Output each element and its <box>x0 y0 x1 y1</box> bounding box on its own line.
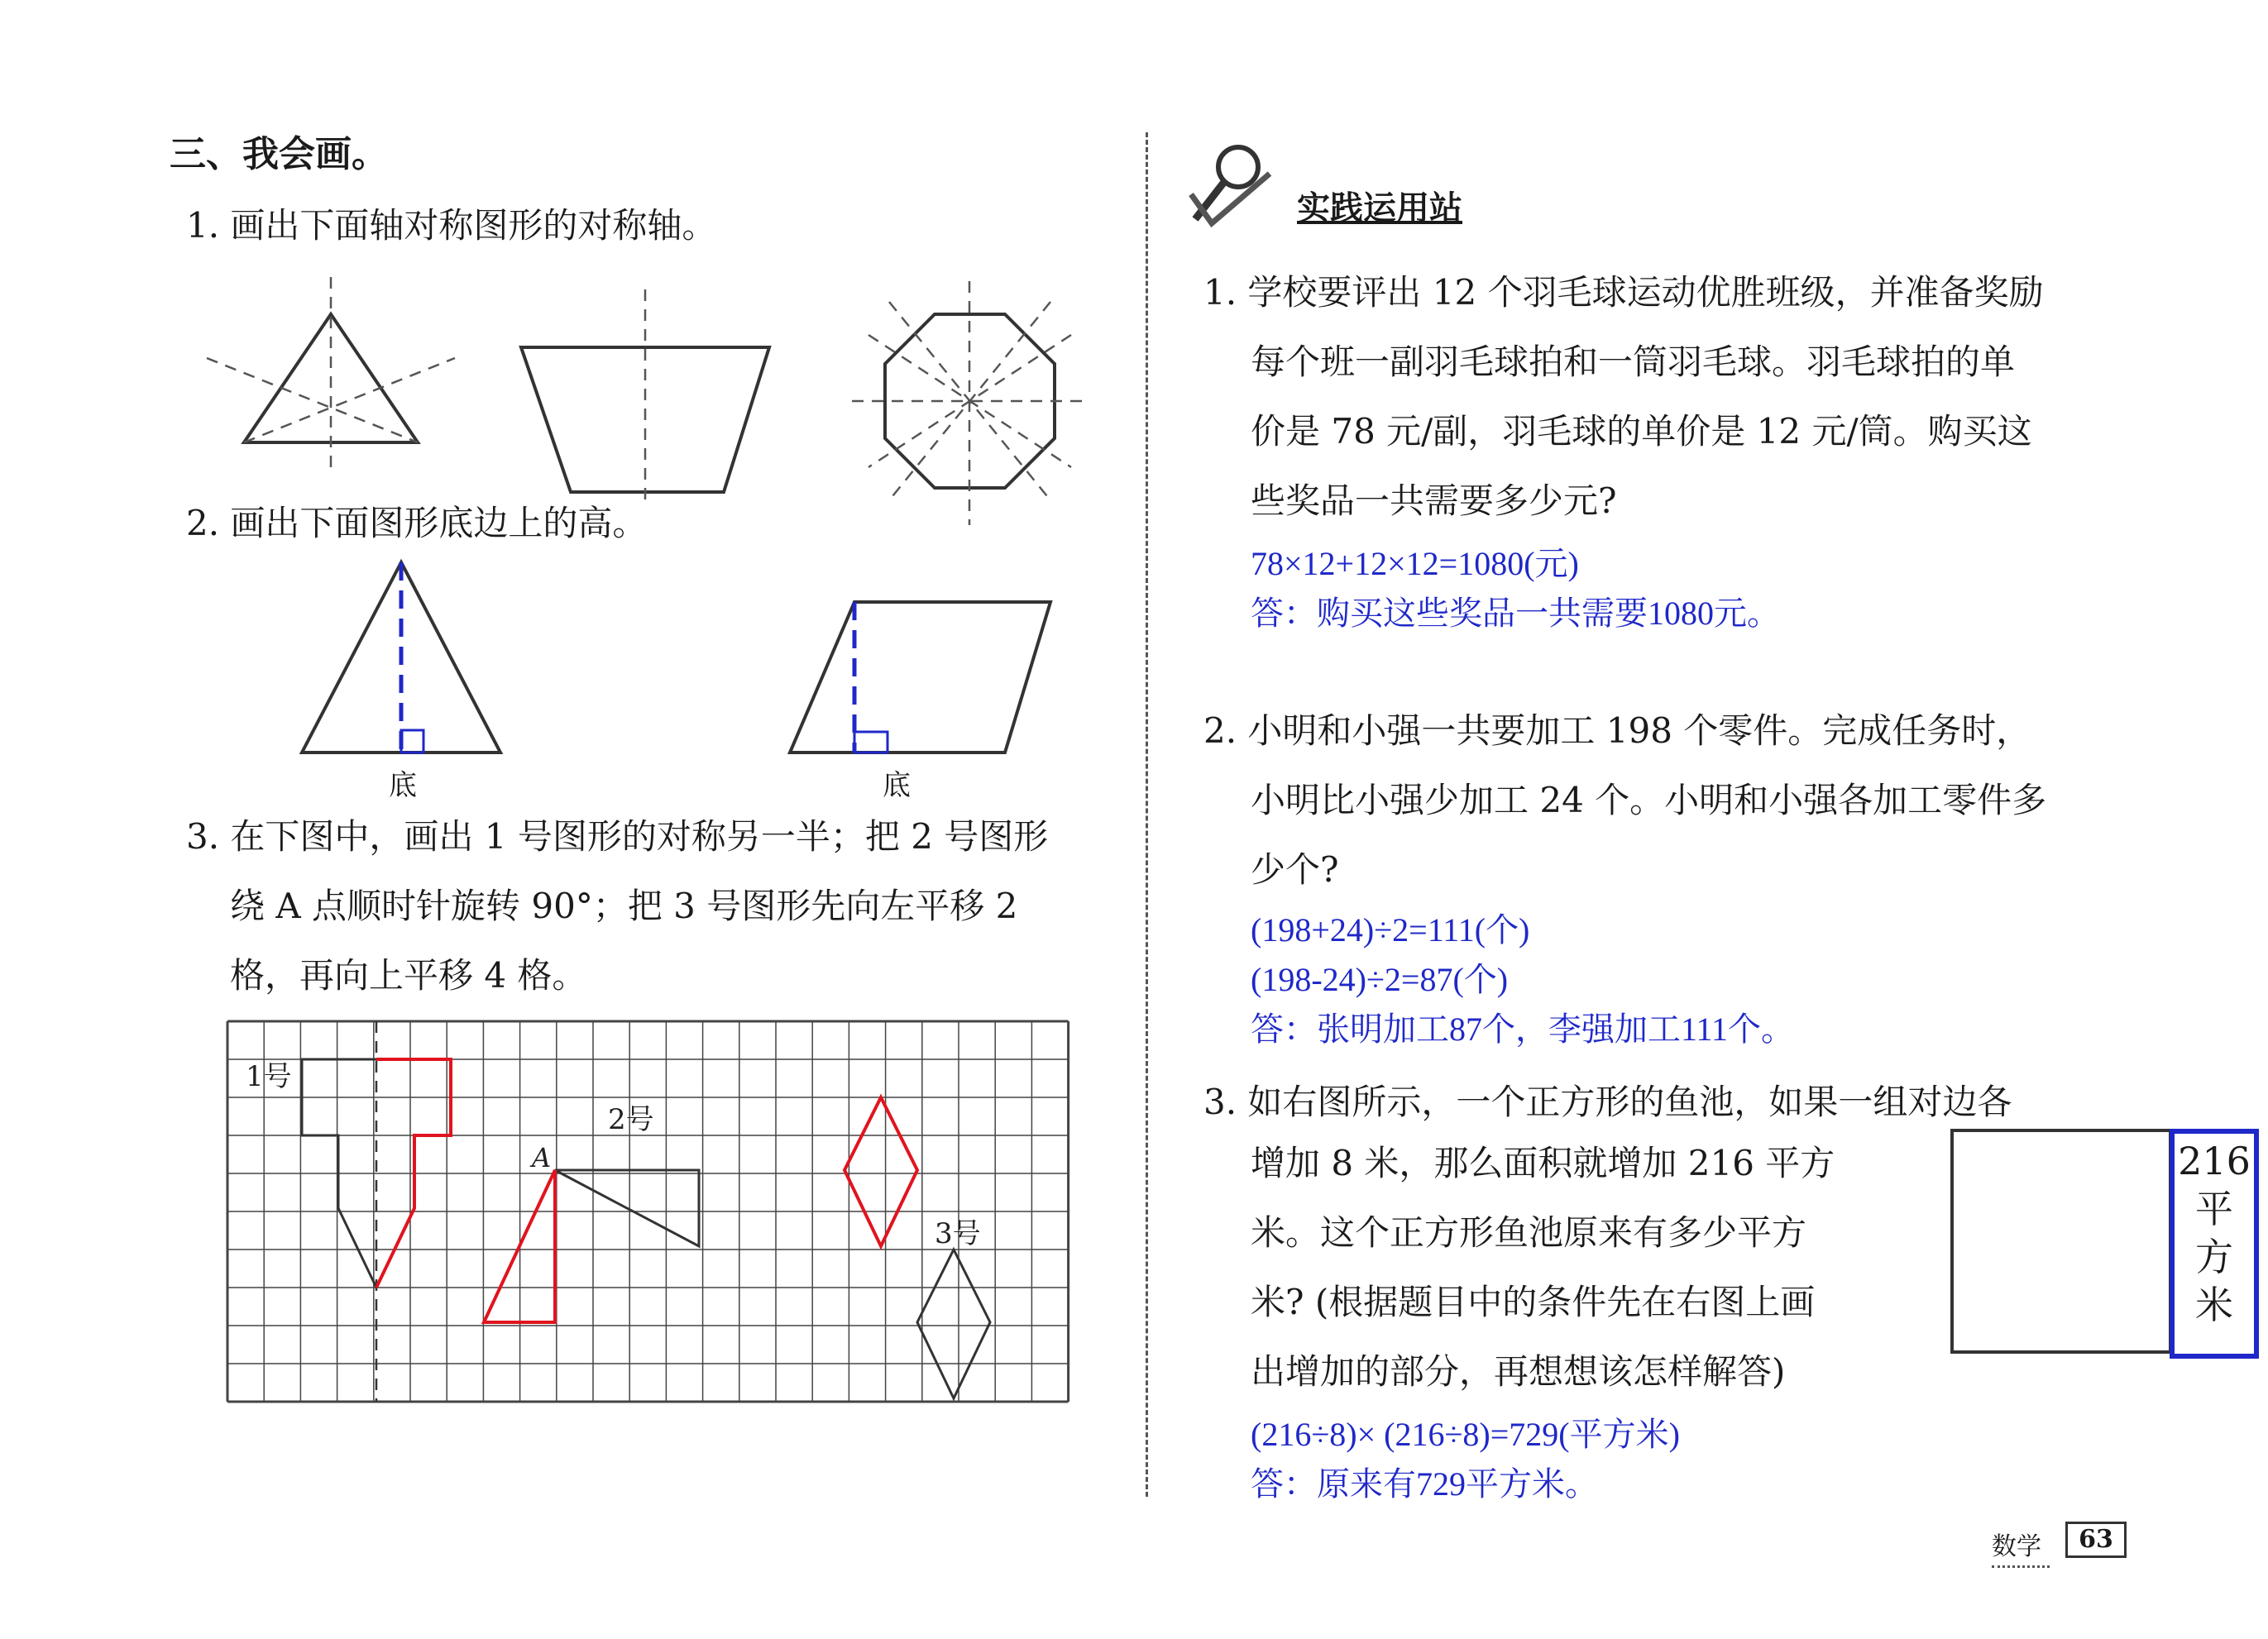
problem-2 <box>1203 696 2046 905</box>
p3-line-3: 米。这个正方形鱼池原来有多少平方 <box>1251 1212 1807 1253</box>
problem-3 <box>1251 1129 1835 1407</box>
grid-lines <box>227 1021 1069 1402</box>
base-label-2: 底 <box>883 769 911 802</box>
section-title: 三、我会画。 <box>170 133 388 175</box>
q3-line-3: 格，再向上平移 4 格。 <box>230 955 587 996</box>
footer-subject: 数学 <box>1992 1526 2050 1568</box>
p2-answer-3: 答：张明加工87个，李强加工111个。 <box>1251 1011 1795 1048</box>
p3-line-2: 增加 8 米，那么面积就增加 216 平方 <box>1251 1143 1835 1183</box>
column-divider <box>1146 132 1148 1497</box>
p2-line-2: 小明比小强少加工 24 个。小明和小强各加工零件多 <box>1251 780 2047 820</box>
p1-line-4: 些奖品一共需要多少元? <box>1251 480 1617 521</box>
label-shape-1: 1号 <box>246 1060 292 1093</box>
pool-label-char-3: 米 <box>2195 1283 2233 1327</box>
isosceles-triangle <box>302 562 500 753</box>
pool-label-char-2: 方 <box>2195 1235 2233 1279</box>
p3-line-1: 3. 如右图所示，一个正方形的鱼池，如果一组对边各 <box>1203 1082 2012 1122</box>
q1-figures <box>223 277 1133 525</box>
p2-answer-2: (198-24)÷2=87(个) <box>1251 961 1509 998</box>
label-shape-2: 2号 <box>608 1103 654 1136</box>
label-point-a: A <box>532 1142 552 1173</box>
pool-label-char-1: 平 <box>2195 1187 2233 1231</box>
pool-square <box>1950 1129 2172 1354</box>
shape-3-translated <box>845 1097 917 1246</box>
p2-line-3: 少个? <box>1251 849 1339 890</box>
pool-added-area <box>2170 1129 2259 1359</box>
shape-2 <box>555 1170 699 1246</box>
magnifier-icon <box>1187 141 1286 232</box>
p3-answer-1: (216÷8)× (216÷8)=729(平方米) <box>1251 1416 1680 1453</box>
question-1: 1. 画出下面轴对称图形的对称轴。 <box>186 205 717 246</box>
p1-answer-2: 答：购买这些奖品一共需要1080元。 <box>1251 595 1780 632</box>
p3-answer-2: 答：原来有729平方米。 <box>1251 1465 1598 1503</box>
q3-line-1: 3. 在下图中，画出 1 号图形的对称另一半；把 2 号图形 <box>186 816 1049 857</box>
p3-line-4: 米? (根据题目中的条件先在右图上画 <box>1251 1282 1816 1322</box>
octagon-figure <box>852 281 1088 525</box>
p2-line-1: 2. 小明和小强一共要加工 198 个零件。完成任务时， <box>1203 710 2031 751</box>
shape-3 <box>917 1250 990 1398</box>
problem-1 <box>1203 258 2044 536</box>
p3-line-5: 出增加的部分，再想想该怎样解答) <box>1251 1351 1786 1392</box>
parallelogram <box>790 602 1050 753</box>
triangle-figure <box>207 277 455 467</box>
p1-line-2: 每个班一副羽毛球拍和一筒羽毛球。羽毛球拍的单 <box>1251 342 2016 382</box>
question-3 <box>186 802 1048 1011</box>
trapezoid-figure <box>521 289 769 504</box>
p1-line-3: 价是 78 元/副，羽毛球的单价是 12 元/筒。购买这 <box>1251 411 2032 452</box>
label-shape-3: 3号 <box>935 1217 981 1250</box>
page-number: 63 <box>2065 1522 2127 1558</box>
station-title: 实践运用站 <box>1297 189 1462 227</box>
p1-line-1: 1. 学校要评出 12 个羽毛球运动优胜班级，并准备奖励 <box>1203 272 2044 313</box>
q3-grid <box>227 1021 1104 1410</box>
pool-label-number: 216 <box>2178 1139 2251 1183</box>
q3-line-2: 绕 A 点顺时针旋转 90°；把 3 号图形先向左平移 2 <box>230 886 1018 926</box>
base-label-1: 底 <box>389 769 417 802</box>
p2-answer-1: (198+24)÷2=111(个) <box>1251 911 1530 949</box>
question-2: 2. 画出下面图形底边上的高。 <box>186 503 648 543</box>
p1-answer-1: 78×12+12×12=1080(元) <box>1251 545 1579 582</box>
